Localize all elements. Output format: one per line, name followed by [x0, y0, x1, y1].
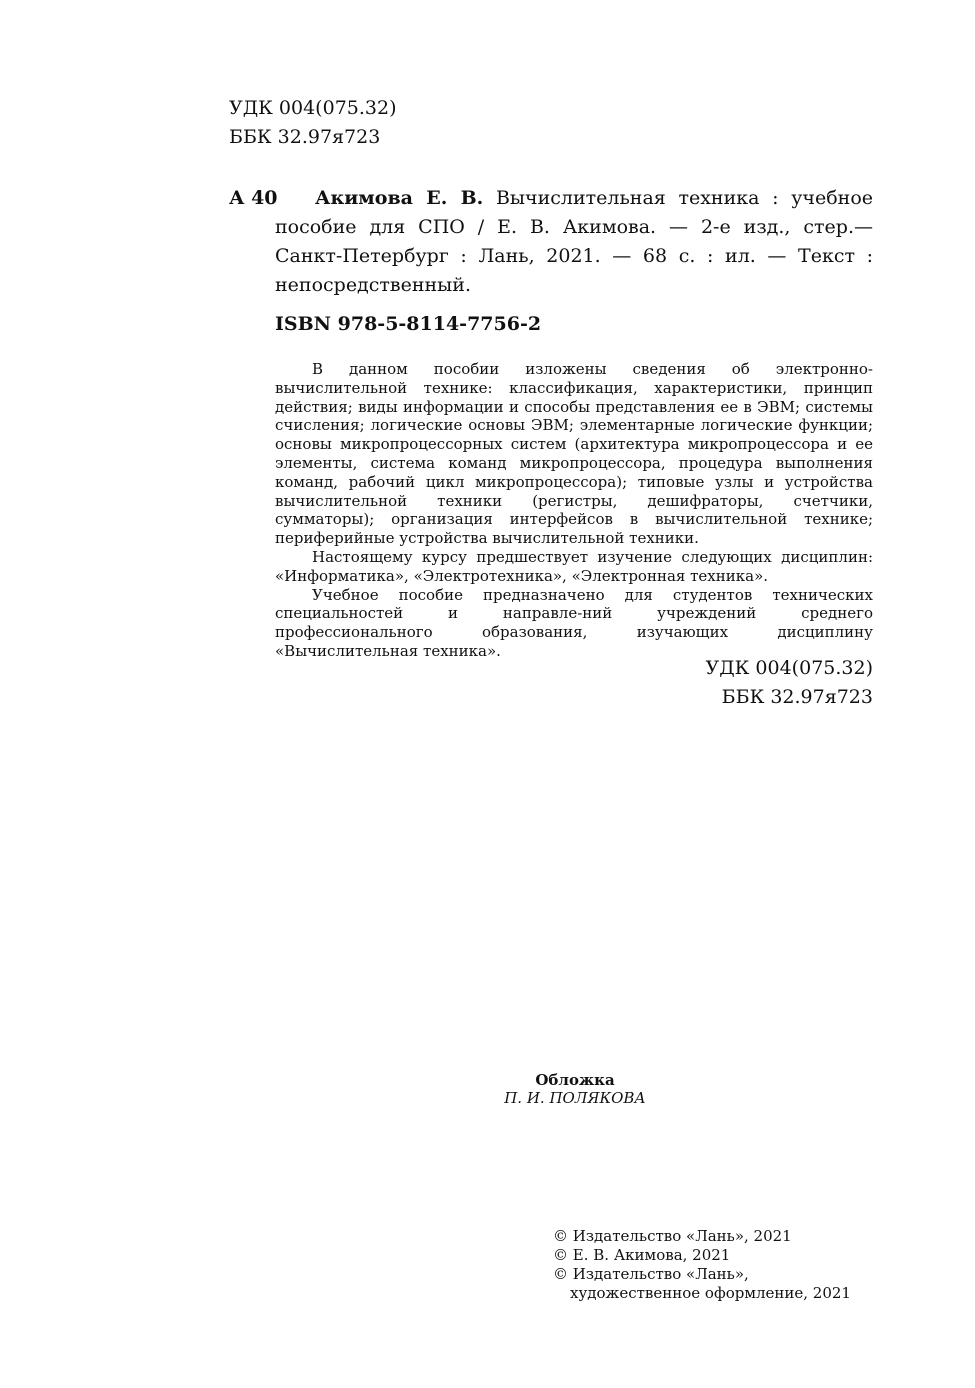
copyright-block: [553, 1227, 851, 1303]
copyright-line: © Издательство «Лань», 2021: [553, 1227, 792, 1245]
copyright-line: © Е. В. Акимова, 2021: [553, 1246, 731, 1264]
bibliographic-entry: [275, 184, 873, 300]
entry-description: Вычислительная техника : учебное пособие для СПО / Е. В. Акимова. — 2-е изд., стер.— Санкт-Петербург : Лань, 2021. — 68 с. : ил. — Текст : непосредственный.: [275, 187, 873, 296]
author-mark: А 40: [229, 187, 278, 209]
isbn: ISBN 978-5-8114-7756-2: [275, 313, 542, 335]
abstract-paragraph: Настоящему курсу предшествует изучение следующих дисциплин: «Информатика», «Электротехника», «Электронная техника».: [275, 547, 873, 585]
cover-artist: П. И. ПОЛЯКОВА: [504, 1089, 646, 1107]
copyright-line: художественное оформление, 2021: [570, 1284, 851, 1302]
copyright-line: © Издательство «Лань»,: [553, 1265, 749, 1283]
classification-footer: [706, 654, 874, 712]
bbk-code: ББК 32.97я723: [229, 126, 381, 148]
bbk-code: ББК 32.97я723: [721, 686, 873, 708]
entry-author: Акимова Е. В.: [315, 187, 484, 209]
cover-label: Обложка: [535, 1071, 615, 1089]
abstract-paragraph: Учебное пособие предназначено для студентов технических специальностей и направле-ний учреждений среднего профессионального образования, изучающих дисциплину «Вычислительная техника».: [275, 585, 873, 660]
abstract-paragraph: В данном пособии изложены сведения об электронно-вычислительной технике: классификация, характеристики, принцип действия; виды информации и способы представления ее в ЭВМ; системы счисления; логические основы ЭВМ; элементарные логические функции; основы микропроцессорных систем (архитектура микропроцессора и ее элементы, система команд микропроцессора, процедура выполнения команд, рабочий цикл микропроцессора); типовые узлы и устройства вычислительной техники (регистры, дешифраторы, счетчики, сумматоры); организация интерфейсов в вычислительной технике; периферийные устройства вычислительной техники.: [275, 360, 873, 548]
cover-credit: [475, 1071, 675, 1107]
udk-code: УДК 004(075.32): [705, 657, 873, 679]
classification-header: [229, 94, 397, 152]
udk-code: УДК 004(075.32): [229, 97, 397, 119]
abstract: [275, 360, 873, 661]
